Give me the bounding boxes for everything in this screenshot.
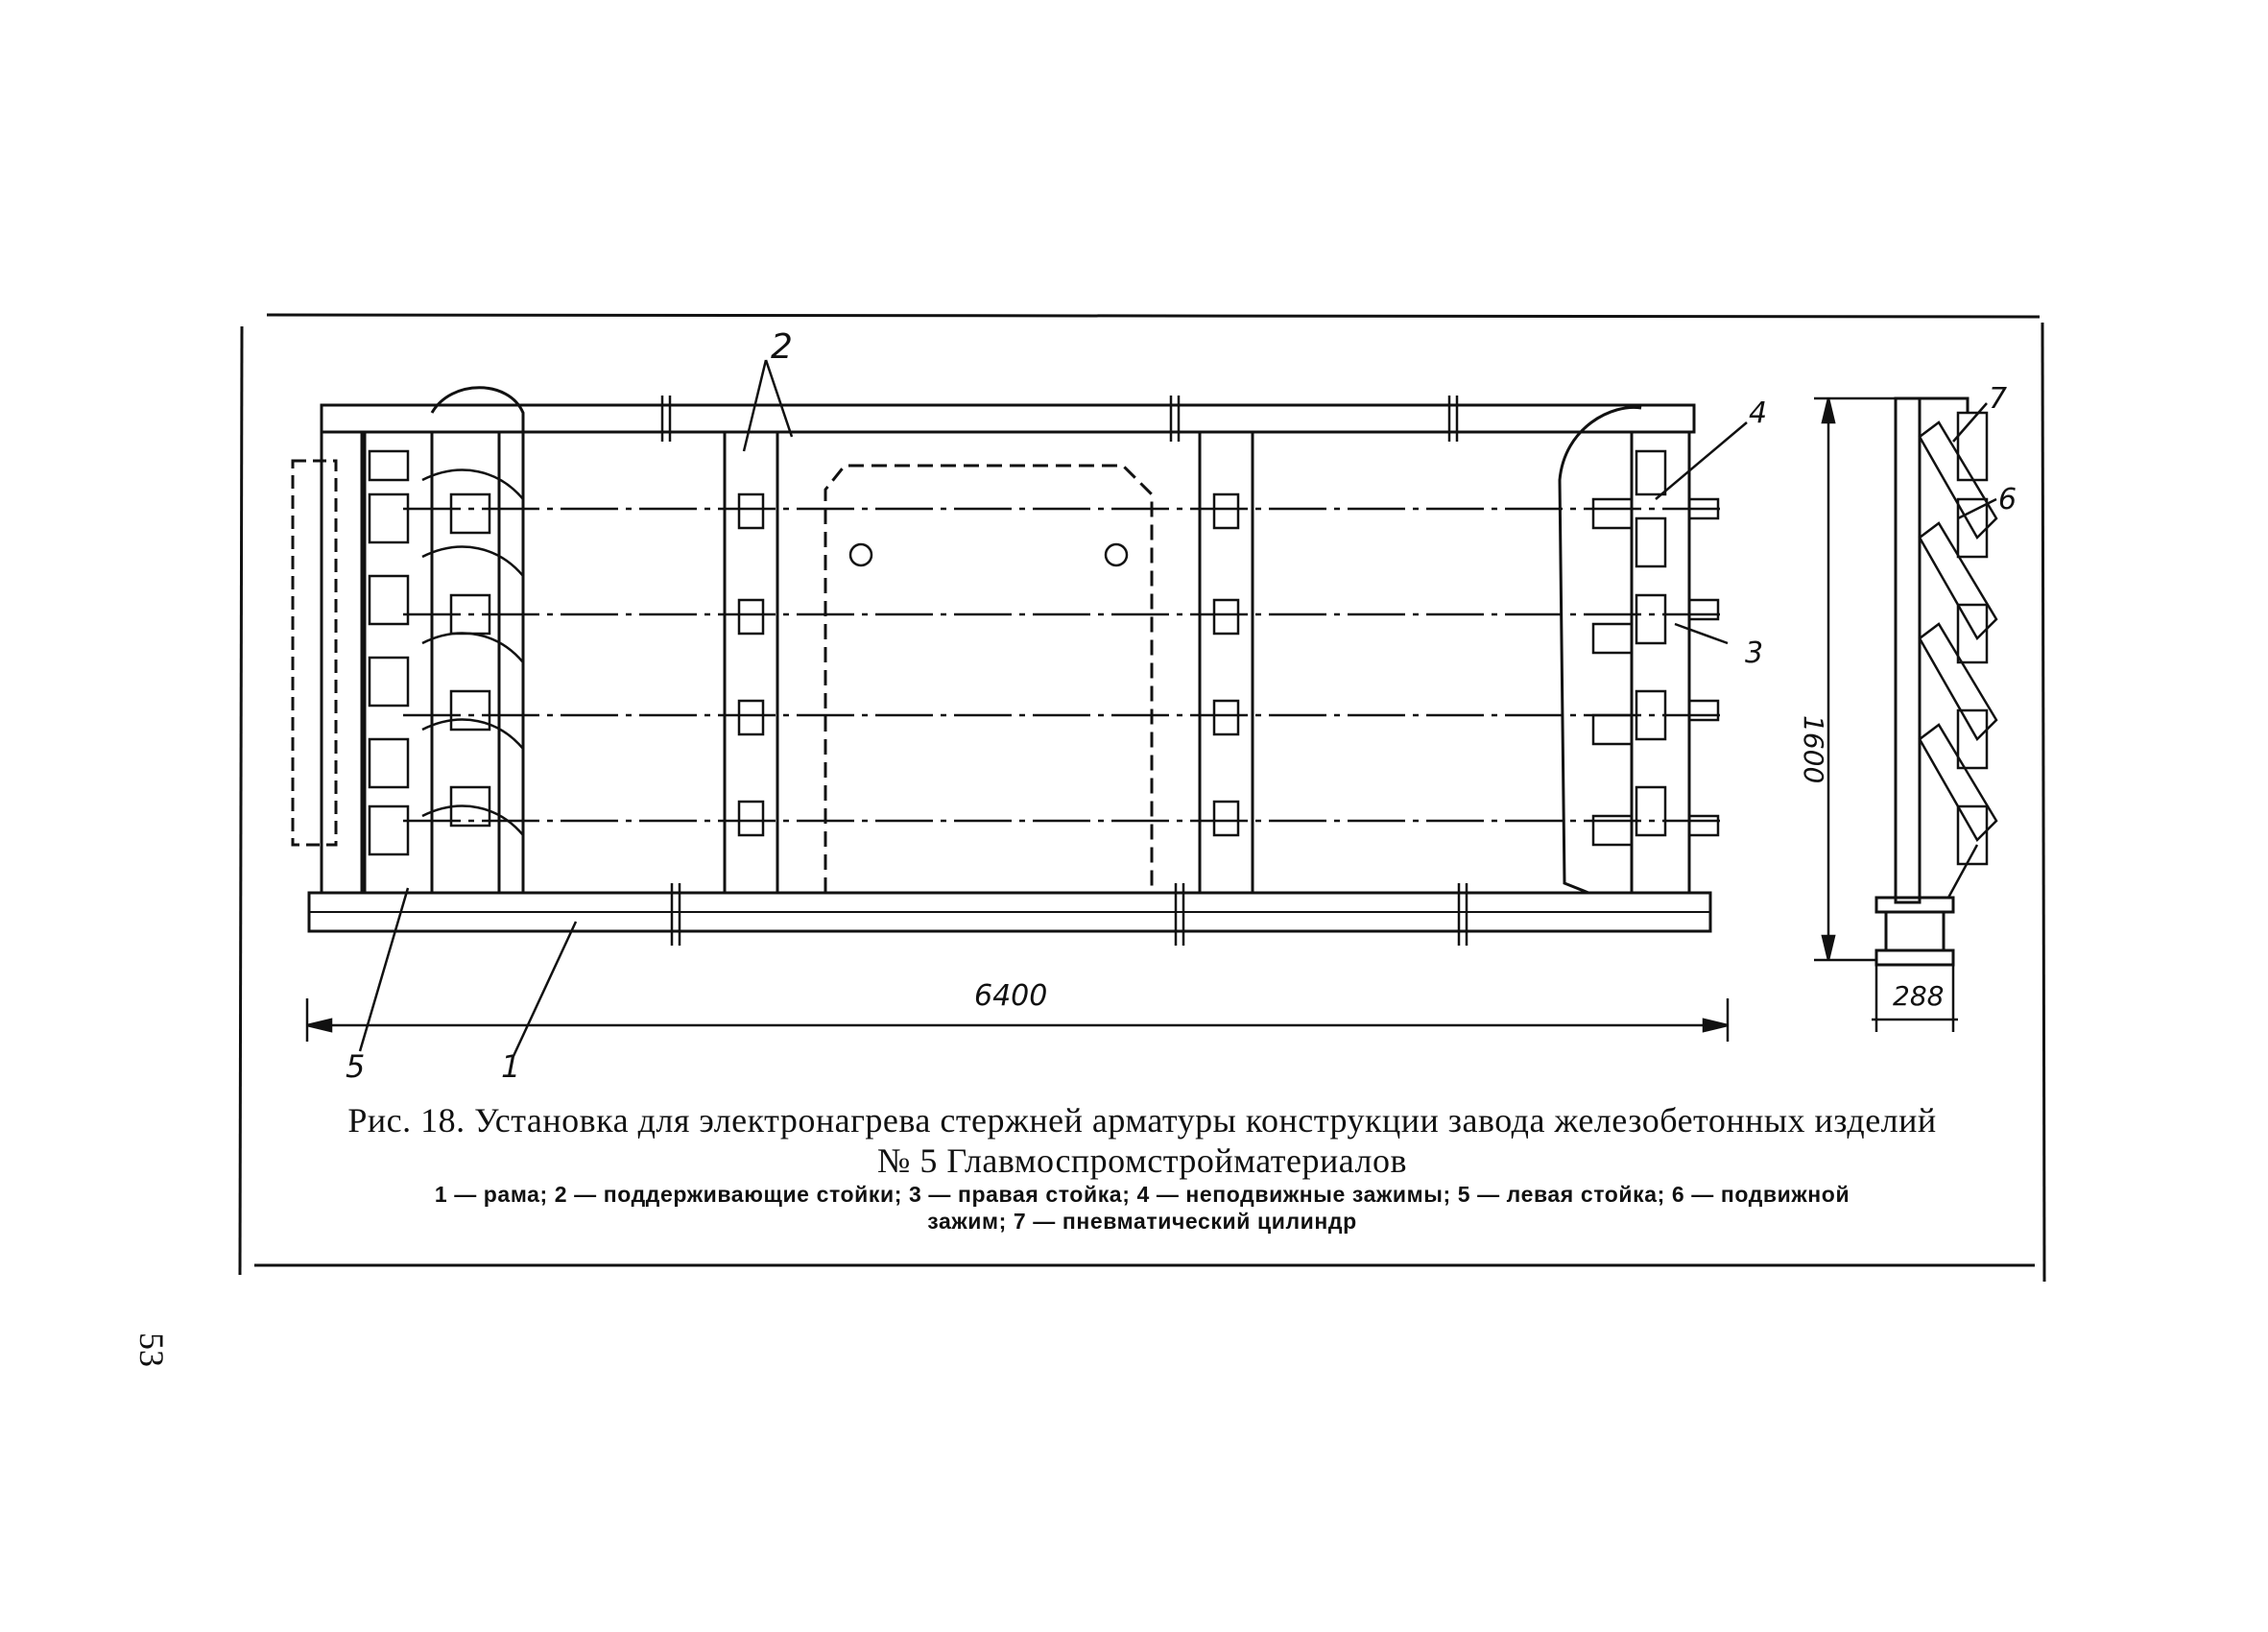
dimension-height: 1600 xyxy=(1798,715,1829,784)
figure-legend xyxy=(269,1181,2016,1235)
figure-caption xyxy=(259,1100,2025,1181)
callout-5: 5 xyxy=(346,1048,366,1085)
side-view xyxy=(1876,398,1996,965)
callout-leaders xyxy=(360,360,1996,1056)
callout-7: 7 xyxy=(1989,382,2008,416)
caption-line-1: Рис. 18. Установка для электронагрева стержней арматуры конструкции завода железобетонных изделий xyxy=(347,1101,1937,1140)
callout-4: 4 xyxy=(1749,396,1768,430)
callout-6: 6 xyxy=(1998,483,2017,516)
front-view xyxy=(293,388,1728,946)
callout-1: 1 xyxy=(501,1048,521,1085)
caption-line-2: № 5 Главмоспромстройматериалов xyxy=(876,1141,1408,1180)
legend-line-1: 1 — рама; 2 — поддерживающие стойки; 3 — правая стойка; 4 — неподвижные зажимы; 5 — левая стойка; 6 — подвижной xyxy=(434,1182,1850,1207)
dimension-length: 6400 xyxy=(974,979,1048,1013)
callout-2: 2 xyxy=(771,327,793,367)
legend-line-2: зажим; 7 — пневматический цилиндр xyxy=(927,1209,1357,1234)
dimension-depth: 288 xyxy=(1893,980,1945,1012)
callout-3: 3 xyxy=(1745,636,1764,670)
page-number: 53 xyxy=(132,1332,171,1367)
